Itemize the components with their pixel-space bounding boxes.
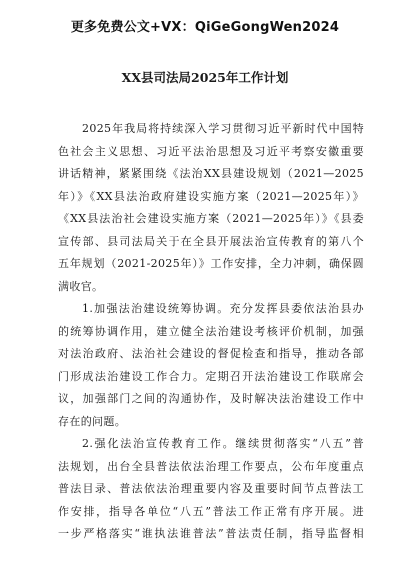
paragraph-line: 存在的问题。 bbox=[58, 414, 127, 428]
paragraph-line: 普法目录、普法依法治理重要内容及重要时间节点普法工 bbox=[58, 482, 364, 495]
paragraph-item-2 bbox=[58, 433, 364, 546]
document-title: XX县司法局2025年工作计划 bbox=[121, 70, 289, 85]
paragraph-line: 门形成法治建设工作合力。定期召开法治建设工作联席会 bbox=[58, 369, 364, 383]
paragraph-line: 2.强化法治宣传教育工作。继续贯彻落实“八五”普 bbox=[82, 437, 364, 450]
paragraph-line: 满收官。 bbox=[58, 279, 104, 293]
paragraph-line: 《XX县法治社会建设实施方案（2021—2025年）》《县委 bbox=[58, 212, 364, 225]
paragraph-line: 的统筹协调作用，建立健全法治建设考核评价机制，加强 bbox=[58, 324, 364, 338]
paragraph-line: 作安排，指导各单位“八五”普法工作正常有序开展。进 bbox=[58, 504, 364, 518]
paragraph-line: 年）》《XX县法治政府建设实施方案（2021—2025年）》 bbox=[58, 189, 364, 203]
paragraph-intro bbox=[58, 118, 364, 298]
paragraph-line: 议，加强部门之间的沟通协作，及时解决法治建设工作中 bbox=[58, 392, 364, 405]
paragraph-line: 1.加强法治建设统筹协调。充分发挥县委依法治县办 bbox=[82, 302, 364, 315]
paragraph-line: 对法治政府、法治社会建设的督促检查和指导，推动各部 bbox=[58, 347, 364, 360]
paragraph-line: 色社会主义思想、习近平法治思想及习近平考察安徽重要 bbox=[58, 144, 364, 158]
promo-header: 更多免费公文+VX：QiGeGongWen2024 bbox=[70, 20, 340, 35]
paragraph-line: 宣传部、县司法局关于在全县开展法治宣传教育的第八个 bbox=[58, 234, 364, 248]
paragraph-line: 五年规划（2021-2025年）》工作安排，全力冲刺，确保圆 bbox=[58, 257, 364, 270]
paragraph-line: 法规划，出台全县普法依法治理工作要点，公布年度重点 bbox=[58, 459, 364, 473]
paragraph-line: 讲话精神，紧紧围绕《法治XX县建设规划（2021—2025 bbox=[58, 167, 364, 180]
document-body bbox=[58, 118, 364, 546]
paragraph-line: 2025年我局将持续深入学习贯彻习近平新时代中国特 bbox=[82, 122, 364, 135]
paragraph-line: 一步严格落实“谁执法谁普法”普法责任制，指导监督相 bbox=[58, 527, 364, 540]
paragraph-item-1 bbox=[58, 298, 364, 433]
